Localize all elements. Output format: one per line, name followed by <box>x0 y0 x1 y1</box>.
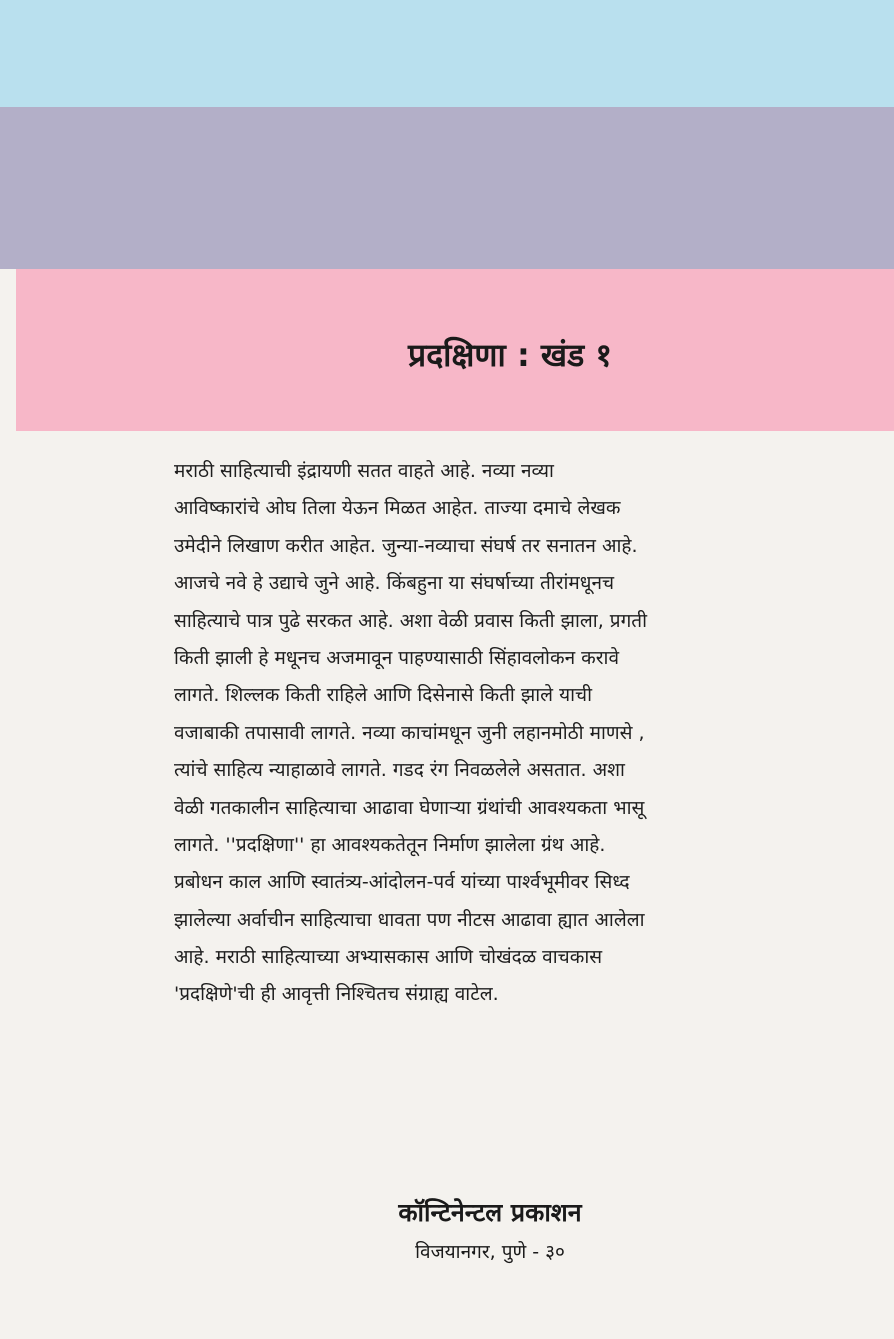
blurb-paragraph <box>174 453 802 1014</box>
blurb-line: लागते. शिल्लक किती राहिले आणि दिसेनासे किती झाले याची <box>174 684 593 707</box>
blurb-line: त्यांचे साहित्य न्याहाळावे लागते. गडद रंग निवळलेले असतात. अशा <box>174 759 625 782</box>
blurb-line: मराठी साहित्याची इंद्रायणी सतत वाहते आहे. नव्या नव्या <box>174 460 554 482</box>
blurb-line: लागते. ''प्रदक्षिणा'' हा आवश्यकतेतून निर्माण झालेला ग्रंथ आहे. <box>174 833 606 856</box>
publisher-address: विजयानगर, पुणे - ३० <box>415 1241 565 1263</box>
blurb-line: 'प्रदक्षिणे'ची ही आवृत्ती निश्चितच संग्राह्य वाटेल. <box>174 983 499 1006</box>
book-title: प्रदक्षिणा : खंड १ <box>407 336 612 374</box>
left-margin-strip <box>0 269 16 431</box>
blurb-line: आहे. मराठी साहित्याच्या अभ्यासकास आणि चोखंदळ वाचकास <box>174 946 603 969</box>
blurb-line: वजाबाकी तपासावी लागते. नव्या काचांमधून जुनी लहानमोठी माणसे , <box>174 721 645 744</box>
blurb-line: उमेदीने लिखाण करीत आहेत. जुन्या-नव्याचा संघर्ष तर सनातन आहे. <box>174 534 638 557</box>
blurb-line: झालेल्या अर्वाचीन साहित्याचा धावता पण नीटस आढावा ह्यात आलेला <box>174 908 645 931</box>
blurb-line: साहित्याचे पात्र पुढे सरकत आहे. अशा वेळी प्रवास किती झाला, प्रगती <box>174 609 648 632</box>
publisher-name: कॉन्टिनेन्टल प्रकाशन <box>398 1198 582 1227</box>
blurb-line: आविष्कारांचे ओघ तिला येऊन मिळत आहेत. ताज्या दमाचे लेखक <box>174 497 621 520</box>
middle-lavender-band <box>0 107 894 269</box>
blurb-line: प्रबोधन काल आणि स्वातंत्र्य-आंदोलन-पर्व यांच्या पार्श्वभूमीवर सिध्द <box>174 871 630 894</box>
blurb-line: आजचे नवे हे उद्याचे जुने आहे. किंबहुना या संघर्षाच्या तीरांमधूनच <box>174 572 615 595</box>
blurb-line: वेळी गतकालीन साहित्याचा आढावा घेणाऱ्या ग्रंथांची आवश्यकता भासू <box>174 796 645 819</box>
top-blue-band <box>0 0 894 107</box>
blurb-line: किती झाली हे मधूनच अजमावून पाहण्यासाठी सिंहावलोकन करावे <box>174 646 620 669</box>
